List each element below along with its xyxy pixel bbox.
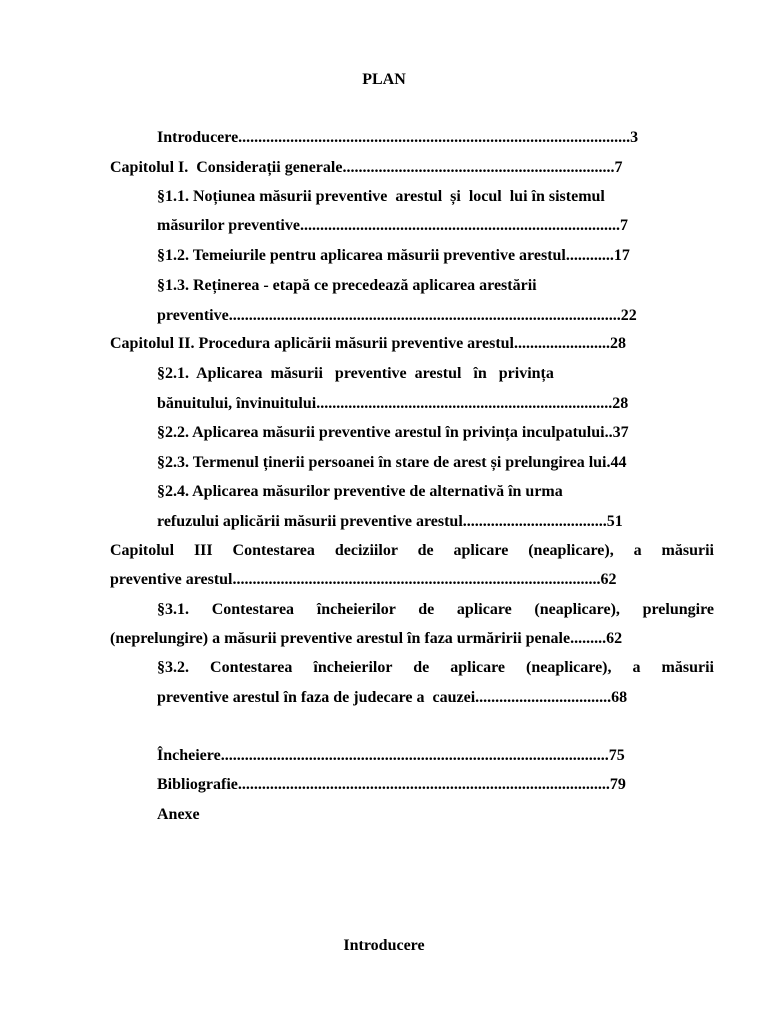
toc-entry-annexes: Anexe xyxy=(157,806,200,823)
toc-entry-chapter-1: Capitolul I. Considerații generale....................................................................7 xyxy=(110,159,623,176)
toc-entry-section-2-3: §2.3. Termenul ținerii persoanei în stare de arest și prelungirea lui.44 xyxy=(157,454,627,471)
toc-entry-section-1-1-line-2: măsurilor preventive................................................................................7 xyxy=(157,217,628,234)
toc-entry-conclusion: Încheiere.................................................................................................75 xyxy=(157,747,625,764)
toc-entry-chapter-3-line-2: preventive arestul............................................................................................62 xyxy=(110,571,617,588)
section-heading-introduction: Introducere xyxy=(343,937,425,954)
toc-entry-section-1-1-line-1: §1.1. Noțiunea măsurii preventive arestul și locul lui în sistemul xyxy=(157,188,605,205)
toc-entry-chapter-3-line-1: Capitolul III Contestarea deciziilor de aplicare (neaplicare), a măsurii xyxy=(110,542,714,559)
toc-entry-section-3-1-line-1: §3.1. Contestarea încheierilor de aplicare (neaplicare), prelungire xyxy=(157,601,714,618)
toc-entry-bibliography: Bibliografie.............................................................................................79 xyxy=(157,776,626,793)
toc-entry-section-1-3-line-2: preventive..................................................................................................22 xyxy=(157,307,637,324)
toc-entry-section-2-2: §2.2. Aplicarea măsurii preventive arestul în privința inculpatului..37 xyxy=(157,424,629,441)
toc-entry-section-2-4-line-2: refuzului aplicării măsurii preventive arestul....................................51 xyxy=(157,513,623,530)
toc-entry-section-1-2: §1.2. Temeiurile pentru aplicarea măsurii preventive arestul............17 xyxy=(157,247,630,264)
toc-entry-section-2-1-line-2: bănuitului, învinuitului..........................................................................28 xyxy=(157,395,629,412)
toc-entry-section-2-4-line-1: §2.4. Aplicarea măsurilor preventive de alternativă în urma xyxy=(157,483,563,500)
toc-entry-chapter-2: Capitolul II. Procedura aplicării măsurii preventive arestul........................28 xyxy=(110,335,626,352)
toc-entry-section-1-3-line-1: §1.3. Reținerea - etapă ce precedează aplicarea arestării xyxy=(157,277,537,294)
toc-entry-section-3-1-line-2: (neprelungire) a măsurii preventive arestul în faza urmăririi penale.........62 xyxy=(110,630,623,647)
page-title: PLAN xyxy=(362,71,406,88)
toc-entry-section-2-1-line-1: §2.1. Aplicarea măsurii preventive arestul în privința xyxy=(157,365,554,382)
toc-entry-section-3-2-line-2: preventive arestul în faza de judecare a cauzei..................................68 xyxy=(157,689,628,706)
toc-entry-section-3-2-line-1: §3.2. Contestarea încheierilor de aplicare (neaplicare), a măsurii xyxy=(157,659,714,676)
toc-entry-introduction: Introducere..................................................................................................3 xyxy=(157,129,639,146)
